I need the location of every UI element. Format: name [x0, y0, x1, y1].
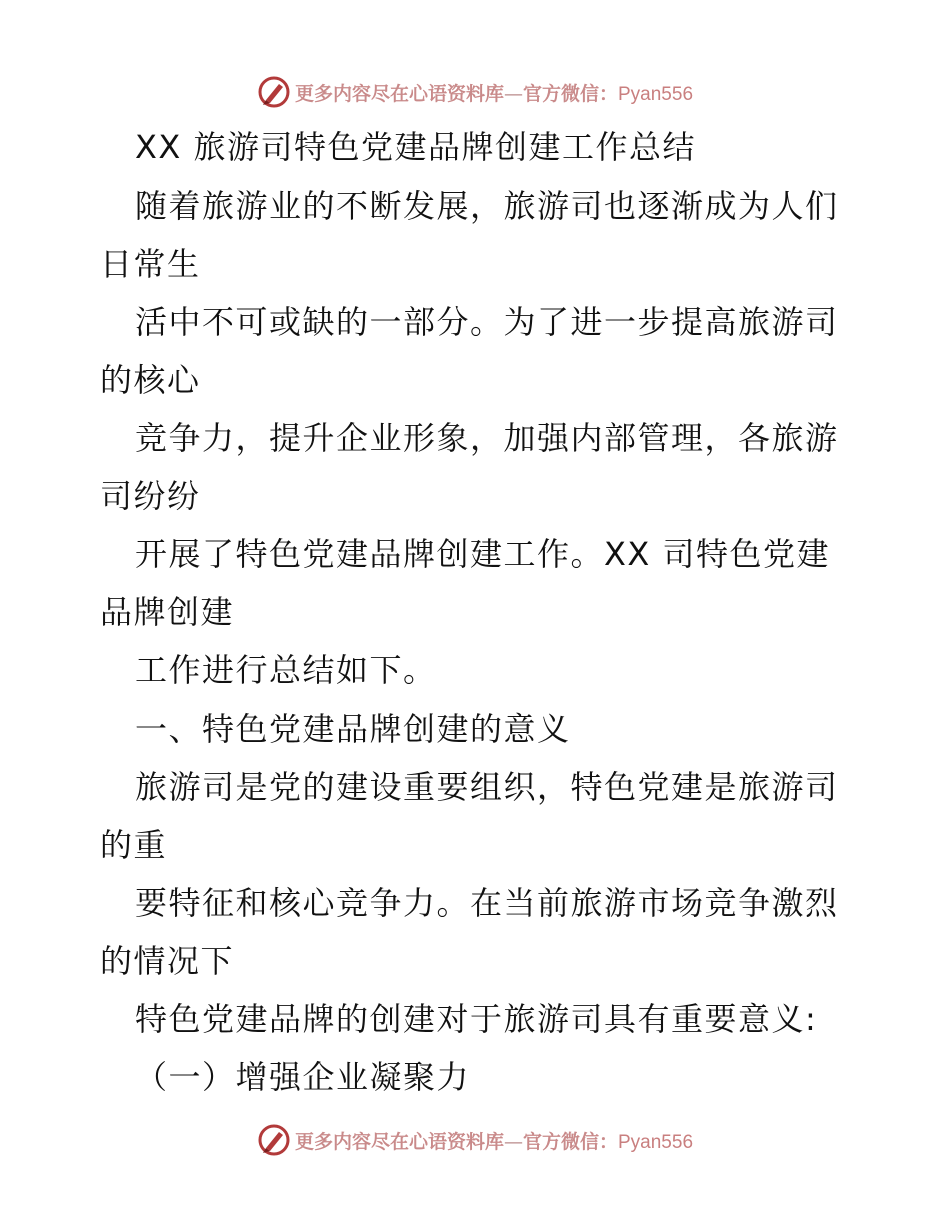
- paragraph-line: 的重: [100, 826, 168, 864]
- watermark-wechat-id: Pyan556: [618, 1131, 694, 1153]
- paragraph-line: 日常生: [100, 245, 201, 283]
- paragraph-line: 品牌创建: [100, 593, 235, 631]
- paragraph-line: 开展了特色党建品牌创建工作。XX 司特色党建: [135, 535, 831, 573]
- paragraph-line: 活中不可或缺的一部分。为了进一步提高旅游司: [135, 303, 839, 341]
- watermark-site-text: 更多内容尽在心语资料库: [294, 82, 504, 105]
- paragraph-line: 旅游司是党的建设重要组织，特色党建是旅游司: [135, 768, 839, 806]
- section-heading: 一、特色党建品牌创建的意义: [135, 710, 571, 748]
- paragraph-line: 的情况下: [100, 942, 235, 980]
- paragraph-line: 竞争力，提升企业形象，加强内部管理，各旅游: [135, 419, 839, 457]
- watermark-separator: —: [503, 82, 523, 105]
- watermark-separator: —: [503, 1130, 523, 1153]
- paragraph-line: 要特征和核心竞争力。在当前旅游市场竞争激烈: [135, 884, 839, 922]
- watermark-wechat-label: 官方微信：: [522, 82, 618, 105]
- paragraph-line: 特色党建品牌的创建对于旅游司具有重要意义:: [135, 1000, 818, 1038]
- watermark-wechat-id: Pyan556: [618, 83, 694, 105]
- watermark-footer: [0, 1118, 950, 1162]
- pen-logo-icon: [257, 1123, 291, 1157]
- watermark-wechat-label: 官方微信：: [522, 1130, 618, 1153]
- document-title: XX 旅游司特色党建品牌创建工作总结: [135, 128, 697, 166]
- subsection-heading: （一）增强企业凝聚力: [135, 1058, 471, 1096]
- paragraph-line: 工作进行总结如下。: [135, 651, 437, 689]
- paragraph-line: 的核心: [100, 361, 201, 399]
- paragraph-line: 随着旅游业的不断发展，旅游司也逐渐成为人们: [135, 187, 839, 225]
- watermark-text: [295, 1127, 693, 1154]
- watermark-site-text: 更多内容尽在心语资料库: [294, 1130, 504, 1153]
- paragraph-line: 司纷纷: [100, 477, 201, 515]
